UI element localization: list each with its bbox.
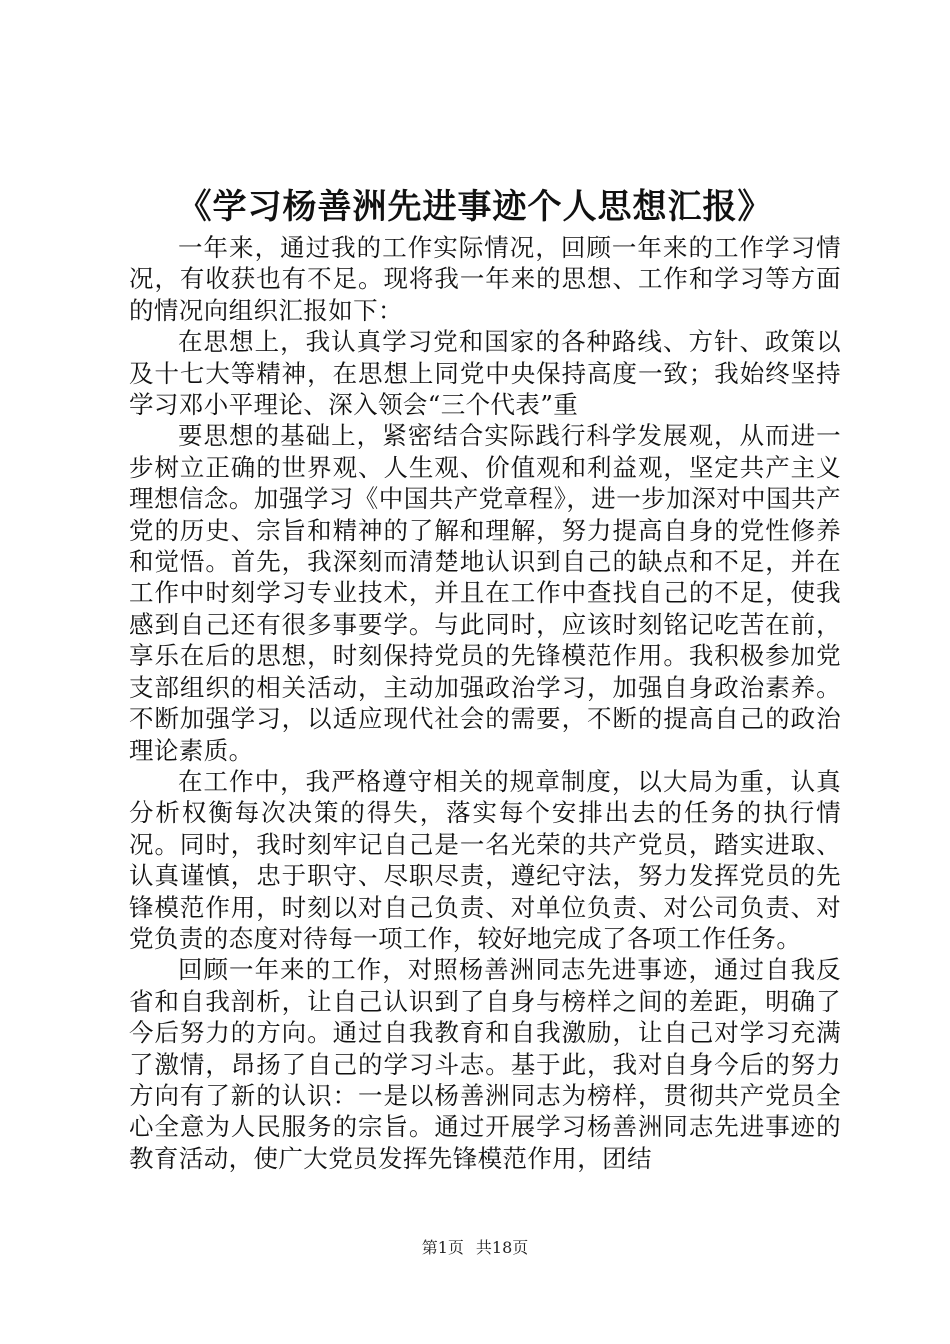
document-title: 《学习杨善洲先进事迹个人思想汇报》: [177, 187, 773, 227]
paragraph-work: 在工作中，我严格遵守相关的规章制度，以大局为重，认真分析权衡每次决策的得失，落实每个安排出去的任务的执行情况。同时，我时刻牢记自己是一名光荣的共产党员，踏实进取、认真谨慎，忠于职守、尽职尽责，遵纪守法，努力发挥党员的先锋模范作用，时刻以对自己负责、对单位负责、对公司负责、对党负责的态度对待每一项工作，较好地完成了各项工作任务。: [129, 766, 841, 953]
page-footer: [0, 1237, 950, 1259]
paragraph-ideology: 在思想上，我认真学习党和国家的各种路线、方针、政策以及十七大等精神，在思想上同党中央保持高度一致；我始终坚持学习邓小平理论、深入领会“三个代表”重: [129, 327, 841, 420]
document-body: [129, 232, 841, 1174]
paragraph-intro: 一年来，通过我的工作实际情况，回顾一年来的工作学习情况，有收获也有不足。现将我一年来的思想、工作和学习等方面的情况向组织汇报如下：: [129, 233, 841, 325]
paragraph-review: 回顾一年来的工作，对照杨善洲同志先进事迹，通过自我反省和自我剖析，让自己认识到了自身与榜样之间的差距，明确了今后努力的方向。通过自我教育和自我激励，让自己对学习充满了激情，昂扬了自己的学习斗志。基于此，我对自身今后的努力方向有了新的认识：一是以杨善洲同志为榜样，贯彻共产党员全心全意为人民服务的宗旨。通过开展学习杨善洲同志先进事迹的教育活动，使广大党员发挥先锋模范作用，团结: [129, 955, 841, 1173]
page-total: 共18页: [475, 1238, 529, 1257]
page-number: 第1页: [421, 1238, 464, 1257]
paragraph-ideology-continued: 要思想的基础上，紧密结合实际践行科学发展观，从而进一步树立正确的世界观、人生观、价值观和利益观，坚定共产主义理想信念。加强学习《中国共产党章程》，进一步加深对中国共产党的历史、宗旨和精神的了解和理解，努力提高自身的党性修养和觉悟。首先，我深刻而清楚地认识到自己的缺点和不足，并在工作中时刻学习专业技术，并且在工作中查找自己的不足，使我感到自己还有很多事要学。与此同时，应该时刻铭记吃苦在前，享乐在后的思想，时刻保持党员的先锋模范作用。我积极参加党支部组织的相关活动，主动加强政治学习，加强自身政治素养。不断加强学习，以适应现代社会的需要，不断的提高自己的政治理论素质。: [129, 421, 841, 765]
